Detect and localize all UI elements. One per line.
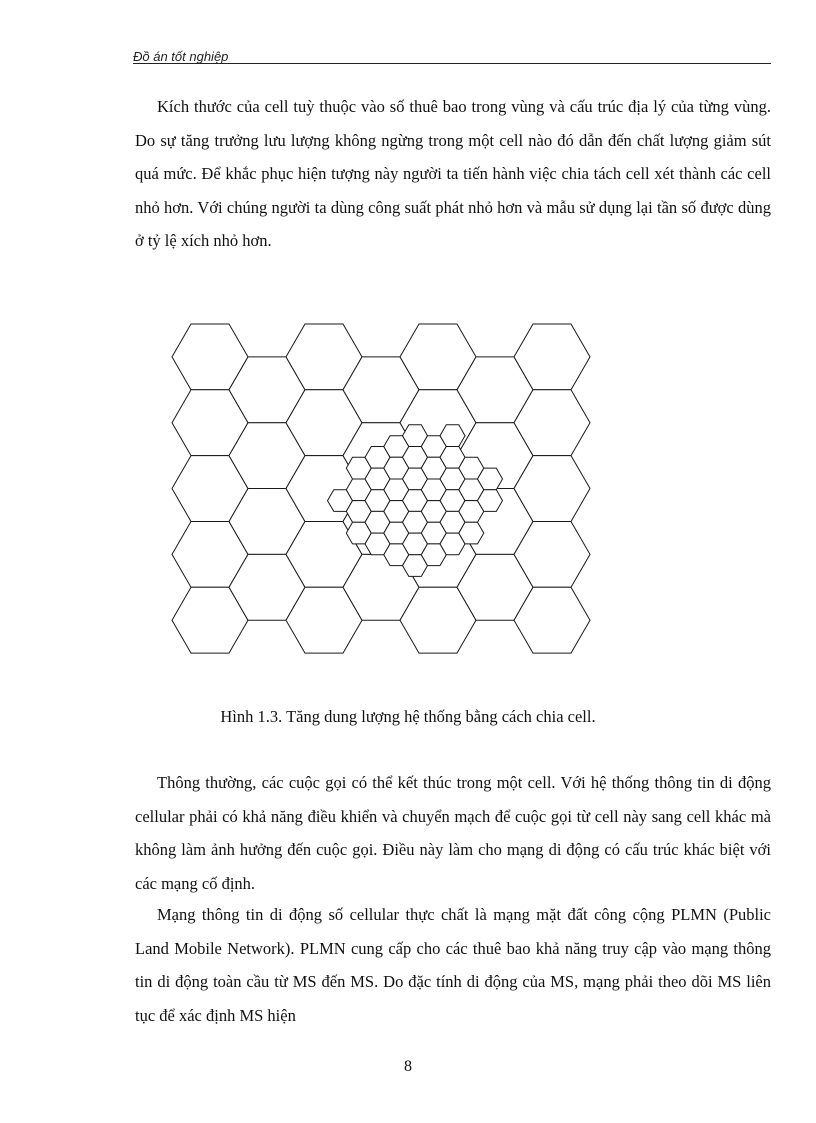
paragraph-cell-splitting: Kích thước của cell tuỳ thuộc vào số thuê bao trong vùng và cấu trúc địa lý của từng vùng. Do sự tăng trưởng lưu lượng không ngừng trong một cell nào đó dẫn đến chất lượng giảm sút quá mức. Để khắc phục hiện tượng này người ta tiến hành việc chia tách cell xét thành các cell nhỏ hơn. Với chúng người ta dùng công suất phát nhỏ hơn và mẫu sử dụng lại tần số được dùng ở tỷ lệ xích nhỏ hơn.: [135, 97, 771, 250]
figure-caption: Hình 1.3. Tăng dung lượng hệ thống bằng cách chia cell.: [220, 707, 596, 726]
hexagon-grid-diagram: [170, 322, 664, 668]
paragraph-handover: Thông thường, các cuộc gọi có thể kết thúc trong một cell. Với hệ thống thông tin di động cellular phải có khả năng điều khiển và chuyển mạch để cuộc gọi từ cell này sang cell khác mà không làm ảnh hưởng đến cuộc gọi. Điều này làm cho mạng di động có cấu trúc khác biệt với các mạng cố định.: [135, 773, 771, 893]
page-number: 8: [404, 1058, 412, 1075]
paragraph-plmn: Mạng thông tin di động số cellular thực chất là mạng mặt đất công cộng PLMN (Public Land Mobile Network). PLMN cung cấp cho các thuê bao khả năng truy cập vào mạng thông tin di động toàn cầu từ MS đến MS. Do đặc tính di động của MS, mạng phải theo dõi MS liên tục để xác định MS hiện: [135, 905, 771, 1025]
header-title: Đồ án tốt nghiệp: [133, 49, 229, 64]
header-divider: [133, 63, 771, 64]
hexagon-cell-split-figure: [170, 322, 664, 668]
